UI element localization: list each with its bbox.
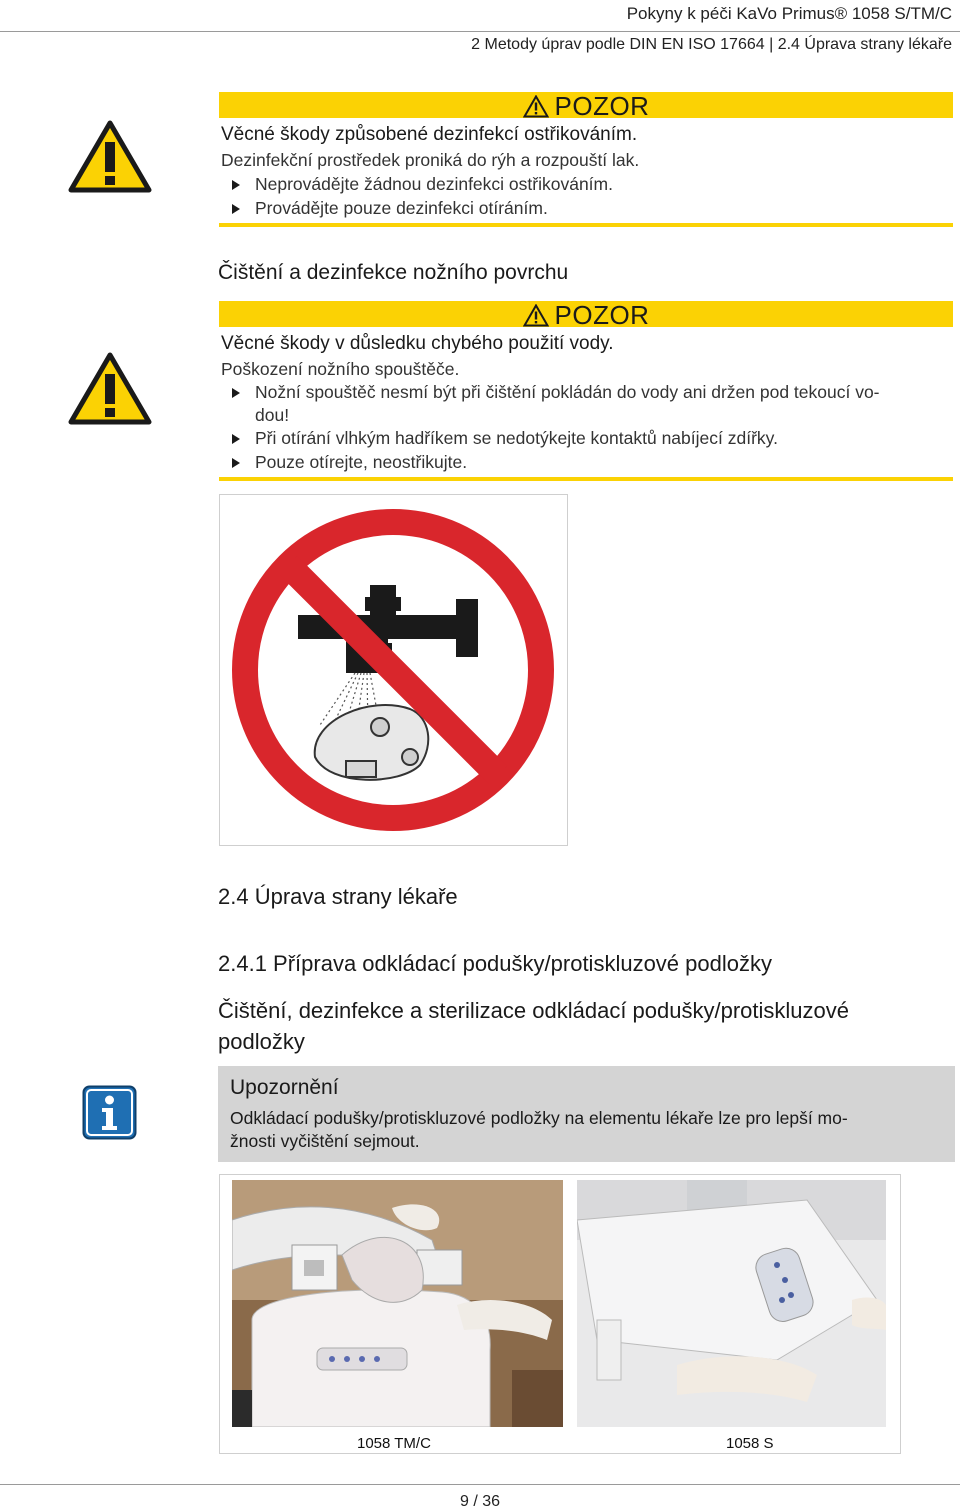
subsubsection-heading-line1: Čištění, dezinfekce a sterilizace odkládací podušky/protiskluzové: [218, 998, 849, 1023]
photo-1058-tmc: [232, 1180, 563, 1427]
warning-triangle-icon: [68, 352, 152, 426]
warning-bottom-rule: [219, 223, 953, 227]
photo-caption-right: 1058 S: [726, 1435, 774, 1452]
bullet-item: Při otírání vlhkým hadříkem se nedotýkejte kontaktů nabíjecí zdířky.: [233, 428, 778, 449]
caution-small-icon: [523, 304, 549, 327]
bullet-item: Neprovádějte žádnou dezinfekci ostřikováním.: [233, 174, 613, 195]
warning-text: Dezinfekční prostředek proniká do rýh a rozpouští lak.: [221, 150, 640, 170]
warning-triangle-icon: [68, 120, 152, 194]
section-heading: Čištění a dezinfekce nožního povrchu: [218, 261, 569, 284]
footer-divider: [0, 1484, 960, 1485]
bullet-item: Provádějte pouze dezinfekci otíráním.: [233, 198, 548, 219]
bullet-arrow-icon: [232, 180, 240, 190]
page-number: 9 / 36: [459, 1493, 501, 1510]
subsection-heading: 2.4.1 Příprava odkládací podušky/protiskluzové podložky: [218, 951, 772, 976]
warning-header-bar: [219, 300, 953, 330]
bullet-arrow-icon: [232, 388, 240, 398]
subsubsection-heading-line2: podložky: [218, 1029, 305, 1054]
bullet-arrow-icon: [232, 434, 240, 444]
caution-small-icon: [523, 95, 549, 118]
no-water-prohibition-image: [219, 494, 568, 846]
note-text: Odkládací podušky/protiskluzové podložky na elementu lékaře lze pro lepší mo- žnosti vyčištění sejmout.: [230, 1108, 848, 1151]
header-divider: [0, 31, 960, 32]
bullet-item: Pouze otírejte, neostřikujte.: [233, 452, 467, 473]
warning-bottom-rule: [219, 477, 953, 481]
note-title: Upozornění: [230, 1076, 339, 1099]
warning-header-bar: [219, 91, 953, 121]
warning-title: Věcné škody způsobené dezinfekcí ostřikováním.: [221, 124, 638, 145]
section-heading: 2.4 Úprava strany lékaře: [218, 884, 458, 909]
warning-text: Poškození nožního spouštěče.: [221, 359, 460, 379]
warning-label: POZOR: [554, 91, 650, 121]
prohibition-sign-icon: [220, 495, 567, 845]
bullet-item: Nožní spouštěč nesmí být při čištění pokládán do vody ani držen pod tekoucí vo-: [233, 382, 880, 403]
photo-1058-s: [577, 1180, 886, 1427]
photo-caption-left: 1058 TM/C: [357, 1435, 431, 1452]
info-icon: [82, 1085, 137, 1140]
bullet-arrow-icon: [232, 458, 240, 468]
bullet-arrow-icon: [232, 204, 240, 214]
warning-title: Věcné škody v důsledku chybého použití vody.: [221, 333, 614, 354]
bullet-continuation: dou!: [255, 405, 290, 425]
warning-label: POZOR: [554, 300, 650, 330]
document-title: Pokyny k péči KaVo Primus® 1058 S/TM/C: [626, 4, 952, 23]
chapter-breadcrumb: 2 Metody úprav podle DIN EN ISO 17664 | 2.4 Úprava strany lékaře: [471, 36, 952, 53]
